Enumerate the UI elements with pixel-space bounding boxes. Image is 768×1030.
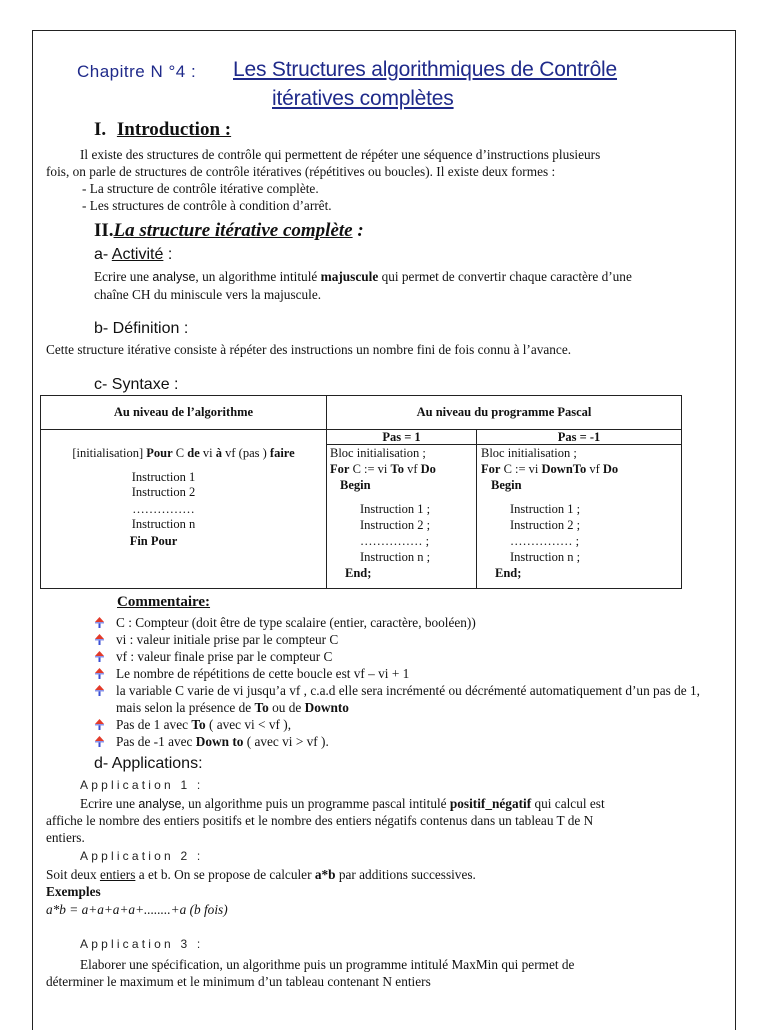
intro-para-line2: fois, on parle de structures de contrôle itératives (répétitives ou boucles). Il existe deux formes : <box>46 164 556 179</box>
p1-instr-2: Instruction 2 ; <box>360 518 431 532</box>
pushpin-bullet-icon <box>94 719 105 730</box>
bullet-pas-m1-text: Pas de -1 avec <box>116 734 196 749</box>
pushpin-bullet-icon <box>94 617 105 628</box>
pm1-begin: Begin <box>491 478 522 492</box>
app1-line1 <box>80 795 696 813</box>
col-header-pascal: Au niveau du programme Pascal <box>327 396 682 430</box>
bullet-pas-m1-downto: Down to <box>195 734 244 749</box>
app1-label: Application 1 : <box>80 778 204 792</box>
bullet-vi <box>94 631 700 648</box>
p1-kw-do: Do <box>420 462 436 476</box>
intro-heading-text: Introduction : <box>116 119 232 140</box>
algo-kw-de: de <box>187 446 200 460</box>
chapter-title-line1: Les Structures algorithmiques de Contrôle <box>233 58 618 81</box>
app2-text-b: a et b. On se propose de calculer <box>135 867 315 882</box>
p1-kw-for: For <box>330 462 350 476</box>
app1-text-c: , un algorithme puis un programme pascal intitulé <box>181 796 450 811</box>
algo-pour-line <box>41 446 326 461</box>
algo-counter: C <box>172 446 188 460</box>
app1-text-d: qui calcul est <box>531 796 605 811</box>
algo-kw-pour: Pour <box>146 446 173 460</box>
bullet-pas-1-text: Pas de 1 avec <box>116 717 192 732</box>
pascal-pasm1-cell <box>477 445 682 589</box>
section2-heading-text: La structure itérative complète <box>113 220 353 241</box>
app2-text-a: Soit deux <box>46 867 100 882</box>
algo-cell <box>41 430 327 589</box>
pm1-instr-2: Instruction 2 ; <box>510 518 581 532</box>
algo-dots: …………… <box>132 502 195 516</box>
bullet-pas-1-to: To <box>191 717 206 732</box>
p1-vf: vf <box>403 462 421 476</box>
bullet-compteur <box>94 614 700 631</box>
app1-text-a: Ecrire une <box>80 796 139 811</box>
algo-vi: vi <box>199 446 216 460</box>
syntax-table-header-row <box>41 396 682 430</box>
app3-line2: déterminer le maximum et le minimum d’un tableau contenant N entiers <box>46 974 431 989</box>
app2-label: Application 2 : <box>80 849 204 863</box>
bullet-variable-c-mid: ou de <box>268 700 305 715</box>
app2-text-c: par additions successives. <box>335 867 476 882</box>
app1-line3: entiers. <box>46 830 85 845</box>
algo-init: [initialisation] <box>72 446 147 460</box>
bullet-compteur-text: C : Compteur (doit être de type scalaire (entier, caractère, booléen)) <box>116 615 476 630</box>
activite-text-a: Ecrire une <box>94 269 153 284</box>
pushpin-bullet-icon <box>94 634 105 645</box>
algo-instr-1: Instruction 1 <box>131 470 196 484</box>
formula: a*b = a+a+a+a+........+a (b fois) <box>46 902 228 917</box>
intro-heading-number: I. <box>94 119 107 140</box>
chapter-label: Chapitre N °4 : <box>77 62 197 81</box>
pm1-dots: …………… ; <box>510 534 580 548</box>
syntax-table <box>40 395 682 589</box>
bullet-variable-c-to: To <box>254 700 269 715</box>
app3-line1: Elaborer une spécification, un algorithme puis un programme intitulé MaxMin qui permet de <box>80 957 575 972</box>
exemples-label: Exemples <box>46 884 101 899</box>
p1-begin: Begin <box>340 478 371 492</box>
p1-assign: C := vi <box>349 462 391 476</box>
pushpin-bullet-icon <box>94 651 105 662</box>
app3-label: Application 3 : <box>80 937 204 951</box>
col-header-pasm1: Pas = -1 <box>477 430 682 445</box>
bullet-repetitions-text: Le nombre de répétitions de cette boucle est vf – vi + 1 <box>116 666 410 681</box>
bullet-pas-m1-cond: ( avec vi > vf ). <box>243 734 329 749</box>
pushpin-bullet-icon <box>94 736 105 747</box>
app1-line2: affiche le nombre des entiers positifs et le nombre des entiers négatifs contenus dans un tableau T de N <box>46 813 594 828</box>
pm1-kw-for: For <box>481 462 501 476</box>
definition-text: Cette structure itérative consiste à répéter des instructions un nombre fini de fois connu à l’avance. <box>46 342 572 357</box>
applications-label: d- Applications: <box>94 755 203 772</box>
section2-heading <box>94 220 364 242</box>
activite-label-suffix: : <box>163 246 173 263</box>
bullet-vf <box>94 648 700 665</box>
bullet-repetitions <box>94 665 700 682</box>
algo-fin-pour: Fin Pour <box>129 534 178 548</box>
syntax-table-pas-row <box>41 430 682 445</box>
chapter-title-line2: itératives complètes <box>272 87 454 110</box>
app2-line1 <box>46 866 706 883</box>
bullet-pas-1 <box>94 716 700 733</box>
bullet-vi-text: vi : valeur initiale prise par le compteur C <box>116 632 339 647</box>
pm1-assign: C := vi <box>500 462 542 476</box>
pm1-instr-n: Instruction n ; <box>510 550 581 564</box>
app1-text-bold: positif_négatif <box>449 796 532 811</box>
col-header-pas1: Pas = 1 <box>327 430 477 445</box>
section2-heading-number: II. <box>94 220 114 241</box>
activite-text-bold: majuscule <box>320 269 379 284</box>
bullet-variable-c <box>94 682 700 716</box>
bullet-variable-c-downto: Downto <box>304 700 349 715</box>
algo-instr-n: Instruction n <box>131 517 196 531</box>
pm1-kw-downto: DownTo <box>541 462 587 476</box>
activite-label-prefix: a- <box>94 246 112 263</box>
activite-text-line2: chaîne CH du miniscule vers la majuscule. <box>94 287 322 302</box>
intro-heading <box>94 119 231 141</box>
p1-end: End; <box>345 566 372 580</box>
p1-instr-n: Instruction n ; <box>360 550 431 564</box>
p1-for-line <box>330 461 476 477</box>
section2-heading-colon: : <box>352 220 364 241</box>
p1-instr-1: Instruction 1 ; <box>360 502 431 516</box>
app1-text-analyse: analyse <box>138 797 182 811</box>
pm1-init: Bloc initialisation ; <box>481 446 577 460</box>
p1-kw-to: To <box>390 462 404 476</box>
activite-text-analyse: analyse <box>152 270 196 284</box>
pushpin-bullet-icon <box>94 685 105 696</box>
bullet-vf-text: vf : valeur finale prise par le compteur C <box>116 649 333 664</box>
activite-label <box>94 246 172 264</box>
col-header-algo: Au niveau de l’algorithme <box>41 396 327 430</box>
intro-item-1: - La structure de contrôle itérative complète. <box>82 181 319 196</box>
p1-init: Bloc initialisation ; <box>330 446 426 460</box>
bullet-pas-1-cond: ( avec vi < vf ), <box>205 717 292 732</box>
activite-label-text: Activité <box>111 246 164 263</box>
commentaire-list <box>94 614 700 750</box>
algo-instr-2: Instruction 2 <box>131 485 196 499</box>
activite-text-c: , un algorithme intitulé <box>195 269 321 284</box>
algo-vf-pas: vf (pas ) <box>222 446 270 460</box>
pascal-pas1-cell <box>327 445 477 589</box>
app2-text-entiers: entiers <box>99 867 136 882</box>
pm1-vf: vf <box>586 462 603 476</box>
activite-text-d: qui permet de convertir chaque caractère d’une <box>378 269 632 284</box>
pm1-for-line <box>481 461 681 477</box>
intro-para-line1: Il existe des structures de contrôle qui permettent de répéter une séquence d’instructions plusieurs <box>80 147 601 162</box>
p1-dots: …………… ; <box>360 534 430 548</box>
algo-kw-a: à <box>215 446 222 460</box>
pm1-instr-1: Instruction 1 ; <box>510 502 581 516</box>
algo-kw-faire: faire <box>269 446 295 460</box>
app2-text-bold: a*b <box>314 867 336 882</box>
syntaxe-label: c- Syntaxe : <box>94 376 179 393</box>
activite-text-line1 <box>94 268 696 286</box>
intro-item-2: - Les structures de contrôle à condition d’arrêt. <box>82 198 332 213</box>
pm1-end: End; <box>495 566 522 580</box>
bullet-variable-c-text: la variable C varie de vi jusqu’a vf , c.a.d elle sera incrémenté ou décrémenté automatiquement d’un pas de 1, mais selon la présence de <box>116 683 700 715</box>
pm1-kw-do: Do <box>602 462 619 476</box>
definition-label: b- Définition : <box>94 320 189 337</box>
pushpin-bullet-icon <box>94 668 105 679</box>
bullet-pas-m1 <box>94 733 700 750</box>
commentaire-heading: Commentaire: <box>117 594 211 610</box>
